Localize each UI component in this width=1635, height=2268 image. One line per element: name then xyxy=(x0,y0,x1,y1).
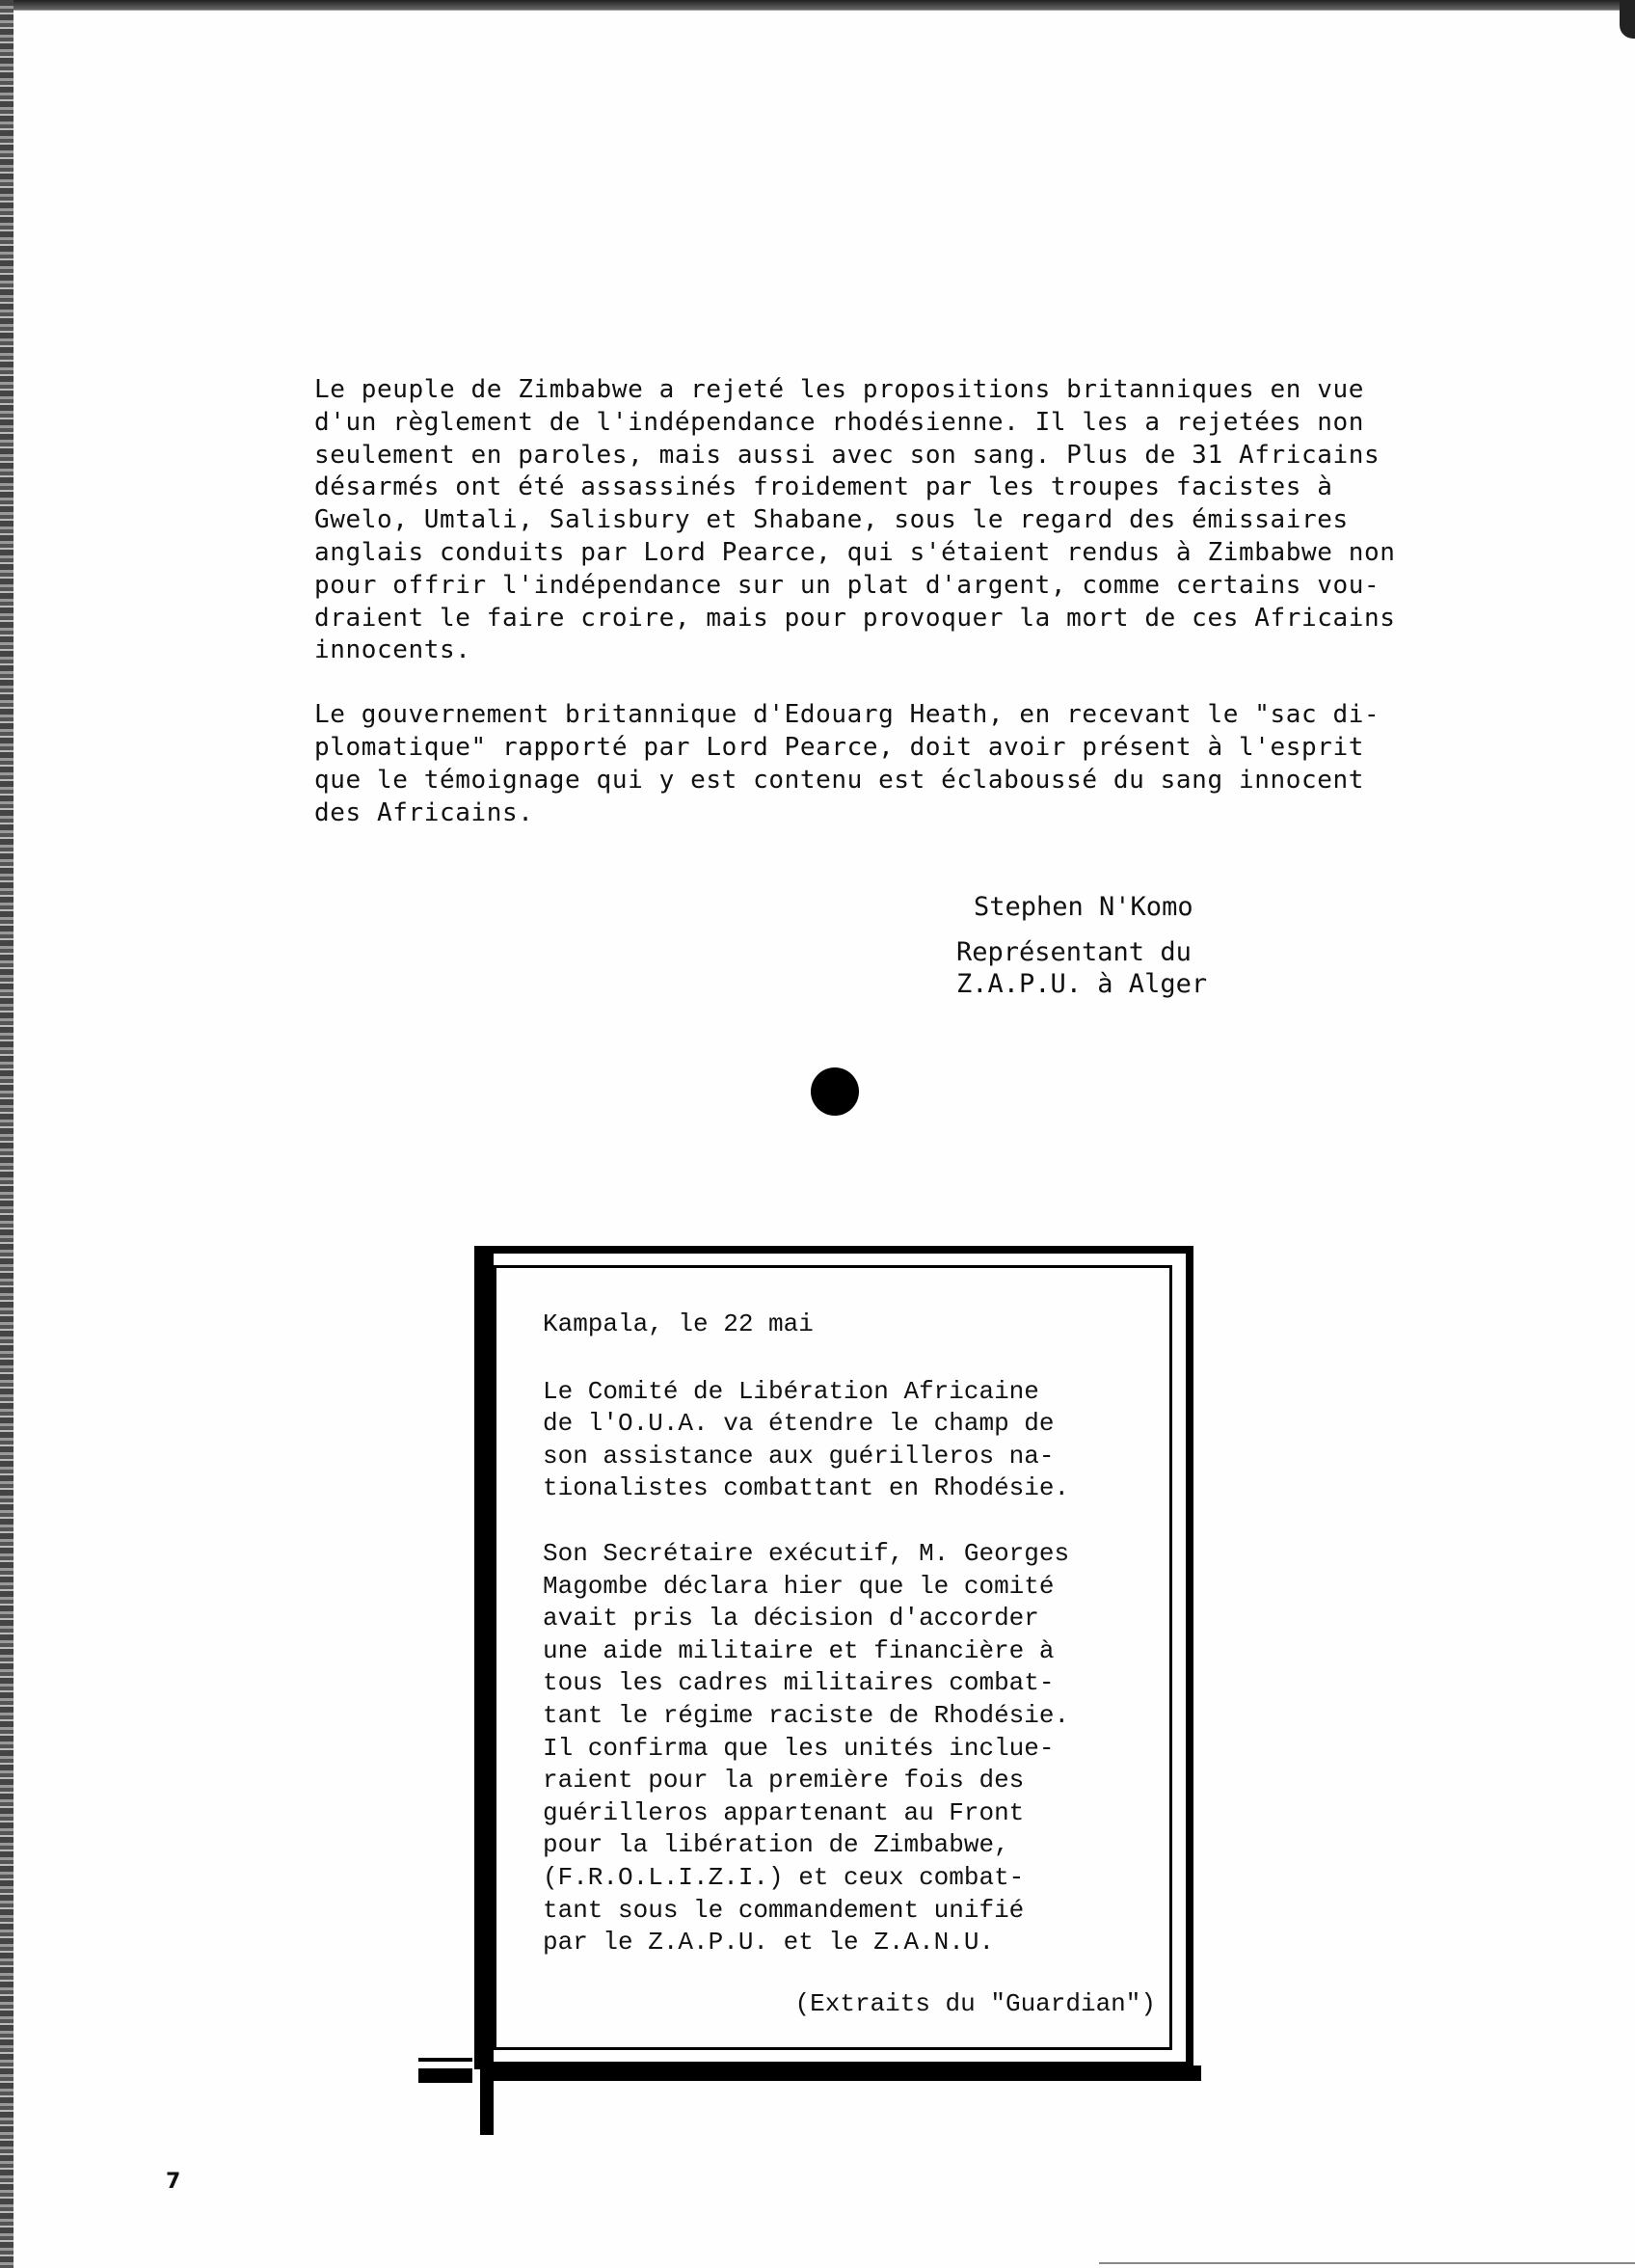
page-number: 7 xyxy=(166,2170,181,2194)
news-paragraph-2: Son Secrétaire exécutif, M. Georges Magombe déclara hier que le comité avait pris la décision d'accorder une aide militaire et financière à tous les cadres militaires combat- tant le régime raciste de Rhodésie. Il confirma que les unités inclue- raient pour la première fois des guérilleros appartenant au Front pour la libération de Zimbabwe, (F.R.O.L.I.Z.I.) et ceux combat- tant sous le commandement unifié par le Z.A.P.U. et le Z.A.N.U. xyxy=(543,1538,1070,1958)
article-paragraph-2: Le gouvernement britannique d'Edouarg Heath, en recevant le "sac di- plomatique" rapporté par Lord Pearce, doit avoir présent à l'esprit que le témoignage qui y est contenu est éclaboussé du sang innocent des Africains. xyxy=(314,700,1380,827)
signature-name: Stephen N'Komo xyxy=(974,892,1193,922)
article-paragraph-1: Le peuple de Zimbabwe a rejeté les propositions britanniques en vue d'un règlement de l'indépendance rhodésienne. Il les a rejetées non seulement en paroles, mais aussi avec son sang. Plus de 31 Africains désarmés ont été assassinés froidement par les troupes facistes à Gwelo, Umtali, Salisbury et Shabane, sous le regard des émissaires anglais conduits par Lord Pearce, qui s'étaient rendus à Zimbabwe non pour offrir l'indépendance sur un plat d'argent, comme certains vou- draient le faire croire, mais pour provoquer la mort de ces Africains innocents. xyxy=(314,375,1396,665)
news-box xyxy=(474,1246,1193,2069)
scan-border-left xyxy=(0,0,13,2268)
box-shadow-bottom xyxy=(488,2066,1201,2081)
signature-block xyxy=(956,891,1207,1000)
scan-border-corner xyxy=(1620,0,1635,39)
news-dateline: Kampala, le 22 mai xyxy=(543,1310,814,1338)
news-box-text xyxy=(543,1309,1160,2020)
signature-title-line-1: Représentant du xyxy=(956,937,1192,967)
scan-border-bottom xyxy=(1099,2262,1635,2264)
decorative-rule xyxy=(418,2058,472,2083)
news-source: (Extraits du "Guardian") xyxy=(794,1988,1156,2018)
signature-title-line-2: Z.A.P.U. à Alger xyxy=(956,969,1208,999)
article-body xyxy=(314,374,1452,861)
separator-bullet-icon xyxy=(811,1067,859,1116)
news-box-inner-frame xyxy=(494,1265,1172,2050)
news-paragraph-1: Le Comité de Libération Africaine de l'O.U.A. va étendre le champ de son assistance aux guérilleros na- tionalistes combattant en Rhodésie. xyxy=(543,1376,1070,1503)
scan-border-top xyxy=(0,0,1635,11)
